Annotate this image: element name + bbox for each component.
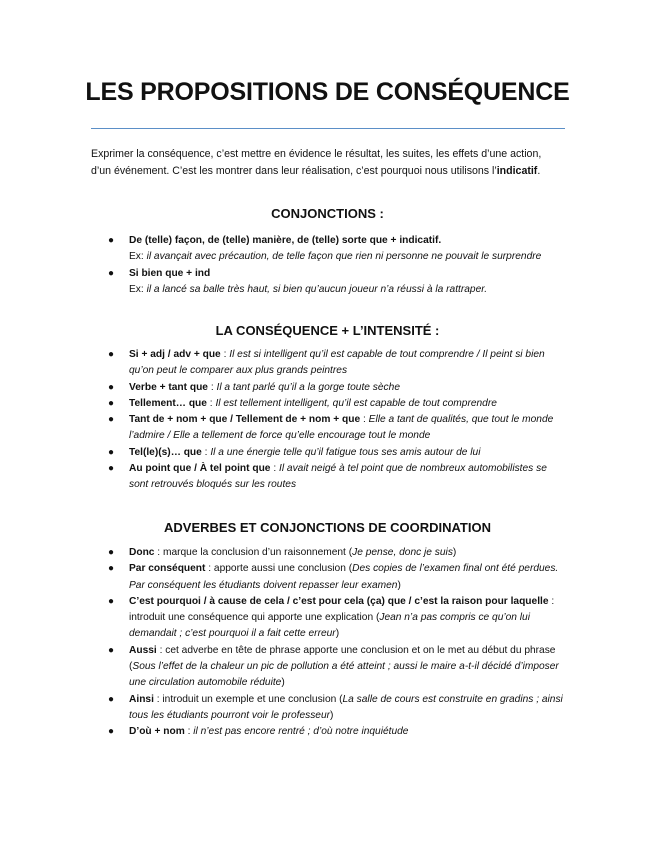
list-item [108, 692, 564, 725]
item-example: Sous l’effet de la chaleur un pic de pollution a été atteint ; aussi le maire a-t-il décidé d’imposer une circulation automobile réduite [129, 661, 559, 689]
item-separator: : [207, 381, 217, 393]
item-close: ) [397, 579, 401, 591]
bullet-icon: ● [108, 349, 115, 360]
list-item [108, 347, 564, 380]
item-close: ) [335, 628, 340, 640]
bullet-icon: ● [108, 267, 115, 279]
list-item [108, 545, 564, 561]
bullet-icon: ● [108, 644, 115, 656]
item-text: : introduit un exemple et une conclusion ( [153, 693, 343, 705]
item-example: Elle a tant de qualités, que tout le monde l’admire / Elle a tellement de force qu’elle encourage tout le monde [129, 414, 554, 442]
item-example: Jean n’a pas compris ce qu’on lui demandait ; c’est pourquoi il a fait cette erreur [129, 612, 530, 640]
item-close: ) [281, 677, 285, 689]
list-item [108, 266, 564, 299]
list-item [108, 396, 564, 412]
list-item [108, 461, 564, 494]
section-heading-intensite: LA CONSÉQUENCE + L’INTENSITÉ : [215, 323, 440, 338]
bullet-icon: ● [108, 397, 115, 409]
example-prefix: Ex: [129, 283, 147, 295]
bullet-icon: ● [108, 595, 115, 607]
item-text: : apporte aussi une conclusion ( [205, 563, 353, 575]
item-text: : marque la conclusion d’un raisonnement ( [154, 547, 353, 558]
item-lead: Donc [129, 547, 155, 558]
item-separator: : [201, 446, 211, 458]
item-example: Il a tant parlé qu’il a la gorge toute sèche [216, 381, 400, 393]
item-lead: Tant de + nom + que / Tellement de + nom + que [129, 414, 361, 426]
bullet-icon: ● [108, 693, 115, 705]
item-example: Il est tellement intelligent, qu’il est capable de tout comprendre [215, 397, 497, 409]
item-lead: D’où + nom [129, 726, 185, 738]
section-heading-conjonctions: CONJONCTIONS : [271, 206, 384, 221]
list-item [108, 643, 564, 692]
item-lead: Verbe + tant que [129, 381, 208, 393]
title-divider [91, 128, 565, 129]
item-separator: : [360, 414, 369, 426]
bullet-icon: ● [108, 463, 115, 475]
item-lead: Si bien que + ind [129, 267, 211, 279]
item-example: La salle de cours est construite en gradins ; ainsi tous les étudiants pourront voir le professeur [129, 693, 563, 721]
intro-paragraph [91, 146, 561, 180]
item-lead: Tel(le)(s)… que [129, 446, 202, 458]
page-title: LES PROPOSITIONS DE CONSÉQUENCE [85, 78, 570, 106]
item-lead: Ainsi [129, 693, 154, 705]
item-example: Je pense, donc je suis [352, 547, 453, 558]
item-close: ) [330, 709, 334, 721]
list-item [108, 445, 564, 461]
list-conjonctions [108, 233, 564, 298]
example-prefix: Ex: [129, 251, 147, 263]
section-heading-coordination: ADVERBES ET CONJONCTIONS DE COORDINATION [164, 520, 491, 535]
item-text: : cet adverbe en tête de phrase apporte une conclusion et on le met au début du phrase ( [129, 644, 556, 673]
list-item [108, 380, 564, 396]
bullet-icon: ● [108, 446, 115, 458]
item-example: Il est si intelligent qu’il est capable de tout comprendre / Il peint si bien qu’on peut le comparer aux plus grands peintres [129, 349, 545, 377]
item-lead: C’est pourquoi / à cause de cela / c’est pour cela (ça) que / c’est la raison pour laquelle [129, 595, 549, 607]
item-separator: : [220, 349, 230, 360]
item-lead: De (telle) façon, de (telle) manière, de (telle) sorte que + indicatif. [129, 235, 442, 246]
bullet-icon: ● [108, 547, 115, 558]
item-lead: Par conséquent [129, 563, 206, 575]
item-lead: Tellement… que [129, 397, 207, 409]
item-example: Il a une énergie telle qu’il fatigue tous ses amis autour de lui [210, 446, 481, 458]
item-example: Des copies de l’examen final ont été perdues. Par conséquent les étudiants doivent repasser leur examen [129, 563, 559, 591]
item-lead: Aussi [129, 644, 157, 656]
item-separator: : [270, 463, 279, 475]
item-example: Il avait neigé à tel point que de nombreux automobilistes se sont retrouvés bloqués sur les routes [129, 463, 547, 491]
item-text: : introduit une conséquence qui apporte une explication ( [129, 595, 555, 624]
item-example: il a lancé sa balle très haut, si bien qu’aucun joueur n’a réussi à la rattraper. [146, 283, 488, 295]
intro-text-1: Exprimer la conséquence, c’est mettre en évidence le résultat, les suites, les effets d’une action, d’un événement. C’est les montrer dans leur réalisation, c’est pourquoi nous utilisons l’ [91, 148, 542, 177]
item-lead: Si + adj / adv + que [129, 349, 221, 360]
list-item [108, 233, 564, 266]
item-example: il n’est pas encore rentré ; d’où notre inquiétude [193, 726, 409, 738]
list-item [108, 594, 564, 643]
bullet-icon: ● [108, 414, 115, 426]
item-text: : [184, 726, 194, 738]
item-separator: : [206, 397, 216, 409]
list-item [108, 412, 564, 445]
item-close: ) [452, 547, 457, 558]
bullet-icon: ● [108, 563, 115, 575]
list-item [108, 561, 564, 594]
item-example: il avançait avec précaution, de telle façon que rien ni personne ne pouvait le surprendre [146, 251, 542, 263]
item-lead: Au point que / À tel point que [129, 463, 271, 475]
intro-text-2: . [537, 165, 541, 177]
bullet-icon: ● [108, 235, 115, 246]
list-coordination [108, 545, 564, 741]
item-example-line [129, 282, 564, 298]
intro-emphasis: indicatif [496, 165, 538, 177]
bullet-icon: ● [108, 726, 115, 738]
bullet-icon: ● [108, 381, 115, 393]
item-example-line [129, 249, 564, 265]
list-intensite [108, 347, 564, 494]
list-item [108, 724, 564, 740]
